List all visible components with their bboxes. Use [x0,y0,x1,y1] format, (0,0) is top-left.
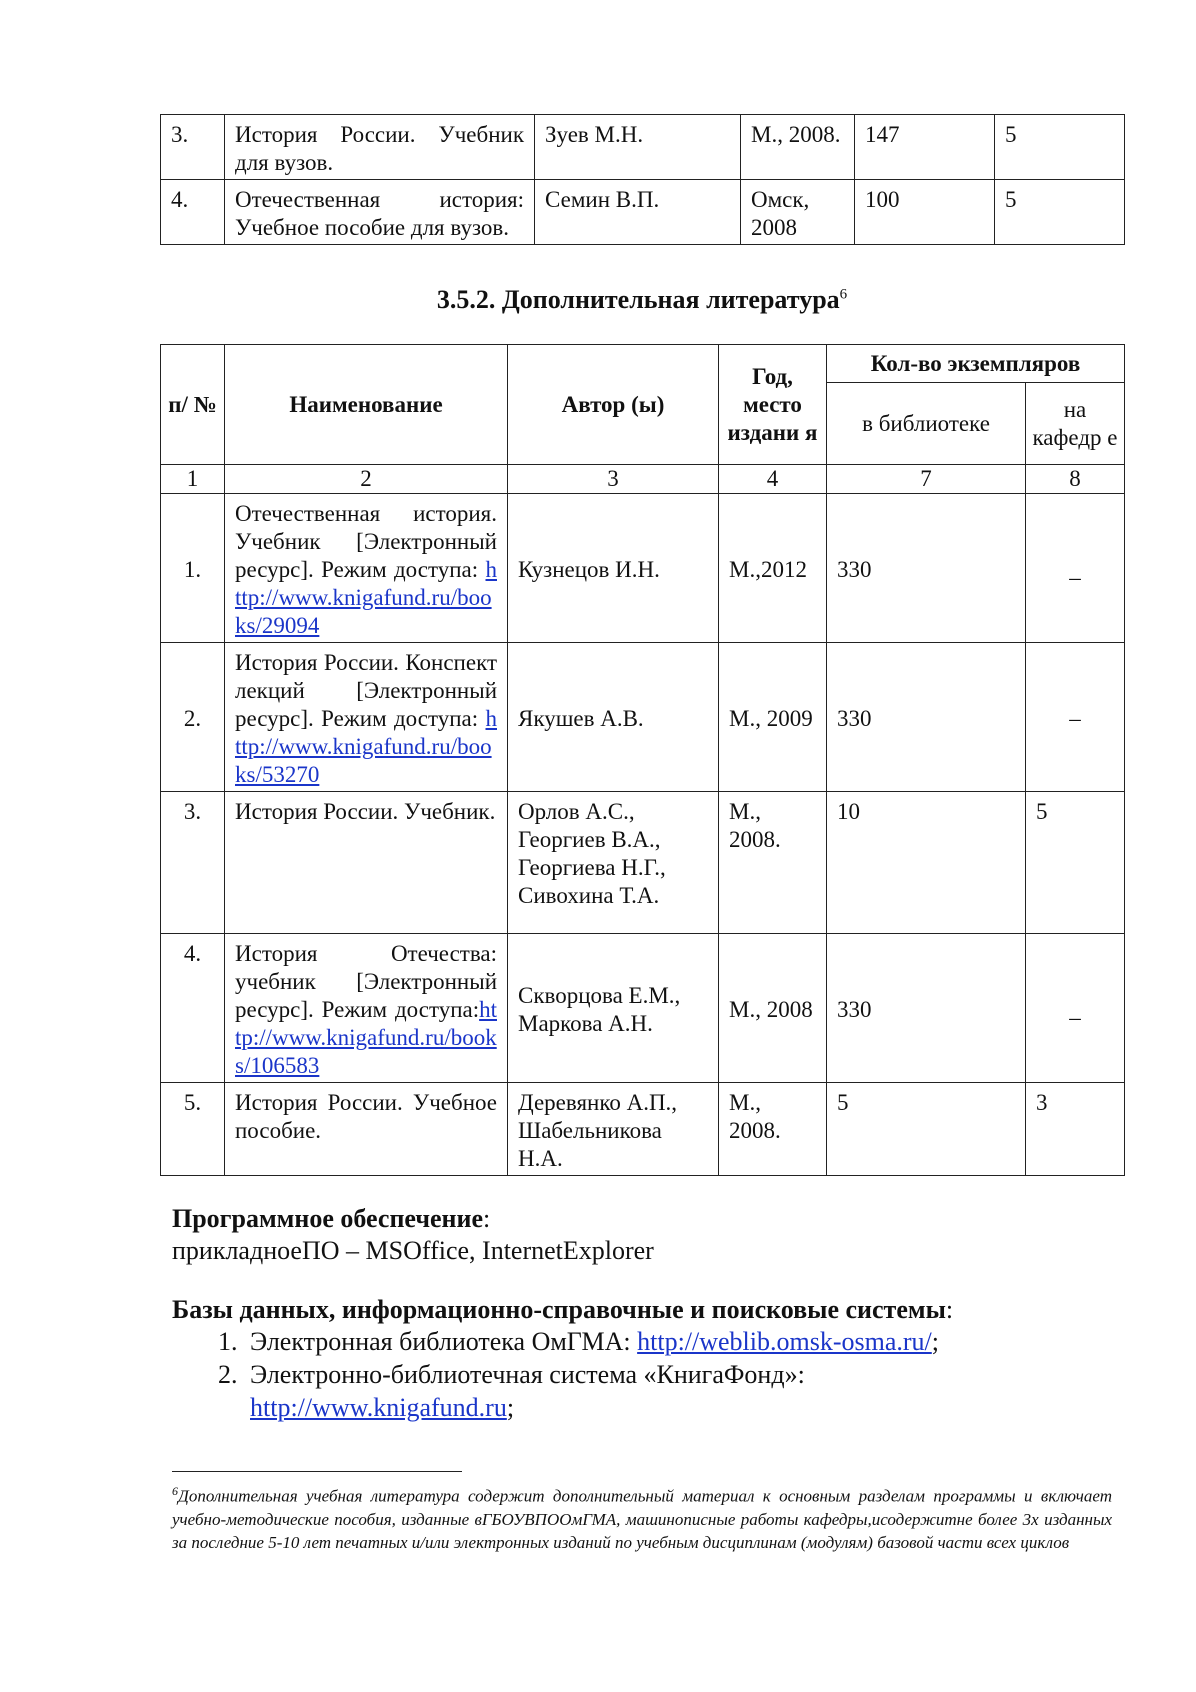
list-item [244,1325,1124,1358]
software-text: прикладноеПО – MSOffice, InternetExplorer [172,1236,654,1265]
library-copies: 330 [827,643,1026,792]
database-name: Электронно-библиотечная система «КнигаФонд»: [250,1360,805,1389]
table-row [161,115,1125,180]
department-copies: 5 [995,115,1125,180]
column-number: 4 [719,465,827,494]
header-department: на кафедр е [1026,383,1125,465]
row-number: 3. [161,792,225,934]
book-link[interactable]: http://www.knigafund.ru/books/53270 [235,706,497,787]
book-author: Скворцова Е.М., Маркова А.Н. [508,934,719,1083]
publication-year: М., 2009 [719,643,827,792]
header-number: п/ № [161,345,225,465]
library-copies: 330 [827,934,1026,1083]
book-title-cell [225,494,508,643]
list-item [244,1358,1124,1424]
databases-heading [172,1294,953,1326]
database-name: Электронная библиотека ОмГМА: [250,1327,638,1356]
heading-text: 3.5.2. Дополнительная литература [436,285,840,314]
software-section [172,1203,654,1267]
row-number: 1. [161,494,225,643]
book-title: История России. Учебное пособие. [225,1083,508,1176]
header-author: Автор (ы) [508,345,719,465]
column-number: 2 [225,465,508,494]
publication-year: Омск, 2008 [741,180,855,245]
department-copies: 3 [1026,1083,1125,1176]
book-title-cell [225,643,508,792]
section-heading [160,285,1124,315]
additional-literature-table [160,344,1125,1176]
table-row [161,494,1125,643]
header-copies: Кол-во экземпляров [827,345,1125,383]
publication-year: М., 2008. [741,115,855,180]
column-number: 1 [161,465,225,494]
book-author: Семин В.П. [535,180,741,245]
publication-year: М.,2012 [719,494,827,643]
book-link[interactable]: http://www.knigafund.ru/books/106583 [235,997,497,1078]
book-title: История России. Учебник для вузов. [225,115,535,180]
header-library: в библиотеке [827,383,1026,465]
book-author: Якушев А.В. [508,643,719,792]
publication-year: М., 2008. [719,792,827,934]
department-copies: 5 [995,180,1125,245]
book-author: Кузнецов И.Н. [508,494,719,643]
software-label: Программное обеспечение [172,1204,484,1233]
footnote-separator [172,1471,462,1472]
department-copies: _ [1026,494,1125,643]
table-row [161,1083,1125,1176]
header-title: Наименование [225,345,508,465]
software-colon: : [483,1204,491,1233]
library-copies: 5 [827,1083,1026,1176]
row-number: 3. [161,115,225,180]
column-number: 7 [827,465,1026,494]
book-title: Отечественная история: Учебное пособие для вузов. [225,180,535,245]
department-copies: – [1026,643,1125,792]
publication-year: М., 2008. [719,1083,827,1176]
book-author: Орлов А.С., Георгиев В.А., Георгиева Н.Г., Сивохина Т.А. [508,792,719,934]
library-copies: 147 [855,115,995,180]
book-author: Зуев М.Н. [535,115,741,180]
row-number: 4. [161,180,225,245]
row-number: 4. [161,934,225,1083]
footnote-text: Дополнительная учебная литература содержит дополнительный материал к основным разделам программы и включает учебно-методические пособия, изданные вГБОУВПООмГМА, машинописные работы кафедры,исодержитне более 3х изданных за последние 5-10 лет печатных и/или электронных изданий по учебным дисциплинам (модулям) базовой части всех циклов [172,1486,1112,1552]
database-link[interactable]: http://weblib.omsk-osma.ru/ [637,1327,932,1356]
row-number: 5. [161,1083,225,1176]
databases-label: Базы данных, информационно-справочные и поисковые системы [172,1295,946,1324]
library-copies: 100 [855,180,995,245]
databases-list [206,1325,1124,1424]
book-author: Деревянко А.П., Шабельникова Н.А. [508,1083,719,1176]
table-header-row [161,345,1125,383]
book-title: История России. Учебник. [225,792,508,934]
department-copies: 5 [1026,792,1125,934]
table-row [161,792,1125,934]
column-number: 8 [1026,465,1125,494]
book-title: История Отечества: учебник [Электронный ресурс]. Режим доступа: [235,941,497,1022]
footnote [172,1480,1112,1554]
book-title: Отечественная история. Учебник [Электронный ресурс]. Режим доступа: [235,501,497,582]
library-copies: 330 [827,494,1026,643]
row-number: 2. [161,643,225,792]
database-link[interactable]: http://www.knigafund.ru [250,1393,507,1422]
table-row [161,643,1125,792]
column-number: 3 [508,465,719,494]
list-suffix: ; [931,1327,940,1356]
databases-colon: : [945,1295,954,1324]
book-title-cell [225,934,508,1083]
publication-year: М., 2008 [719,934,827,1083]
footnote-number: 6 [172,1484,178,1498]
main-literature-table-continuation [160,114,1125,245]
table-row [161,934,1125,1083]
column-numbers-row [161,465,1125,494]
library-copies: 10 [827,792,1026,934]
book-link[interactable]: http://www.knigafund.ru/books/29094 [235,557,497,638]
footnote-mark: 6 [839,286,848,303]
header-year: Год, место издани я [719,345,827,465]
book-title: История России. Конспект лекций [Электронный ресурс]. Режим доступа: [235,650,497,731]
table-row [161,180,1125,245]
department-copies: _ [1026,934,1125,1083]
software-heading [172,1203,654,1235]
list-suffix: ; [506,1393,515,1422]
